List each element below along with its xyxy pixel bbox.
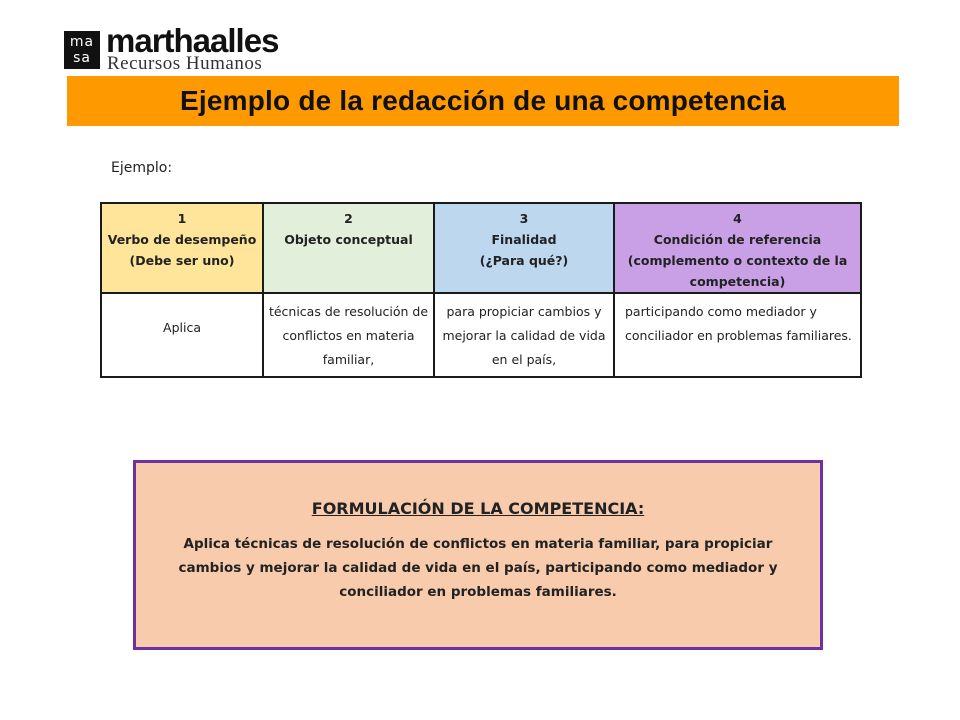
- table-row: [101, 293, 861, 377]
- header-number: 2: [344, 211, 353, 226]
- cell-objeto: técnicas de resolución de conflictos en materia familiar,: [263, 293, 434, 377]
- header-verbo: [101, 203, 263, 293]
- logo-subtitle: Recursos Humanos: [107, 53, 263, 74]
- header-condicion: [614, 203, 861, 293]
- logo-mark-top: ma: [69, 34, 95, 50]
- title-bar: [67, 76, 899, 126]
- header-label: Verbo de desempeño: [107, 232, 257, 247]
- cell-verbo: Aplica: [101, 293, 263, 377]
- example-label: Ejemplo:: [111, 160, 173, 176]
- formulation-title: FORMULACIÓN DE LA COMPETENCIA:: [311, 499, 645, 518]
- header-number: 4: [733, 211, 742, 226]
- header-number: 3: [519, 211, 529, 226]
- formulation-text: Aplica técnicas de resolución de conflictos en materia familiar, para propiciar cambios y mejorar la calidad de vida en el país, participando como mediador y conciliador en problemas familiares.: [178, 536, 778, 600]
- header-number: 1: [177, 211, 187, 226]
- page-title: Ejemplo de la redacción de una competencia: [180, 85, 786, 116]
- cell-finalidad: para propiciar cambios y mejorar la calidad de vida en el país,: [434, 293, 614, 377]
- header-label: Condición de referencia: [653, 232, 822, 247]
- logo-mark: [64, 31, 100, 69]
- table-header-row: [101, 203, 861, 293]
- header-label: Objeto conceptual: [284, 232, 413, 247]
- header-note: (Debe ser uno): [129, 253, 235, 268]
- logo-name: marthaalles: [106, 22, 279, 59]
- logo-mark-bottom: sa: [73, 50, 91, 66]
- header-objeto: [263, 203, 434, 293]
- header-note: (complemento o contexto de la competencia): [627, 253, 848, 289]
- cell-condicion: participando como mediador y conciliador en problemas familiares.: [614, 293, 861, 377]
- competency-table: [100, 202, 862, 378]
- header-label: Finalidad: [491, 232, 557, 247]
- header-note: (¿Para qué?): [479, 253, 569, 268]
- header-finalidad: [434, 203, 614, 293]
- formulation-box: [133, 460, 823, 650]
